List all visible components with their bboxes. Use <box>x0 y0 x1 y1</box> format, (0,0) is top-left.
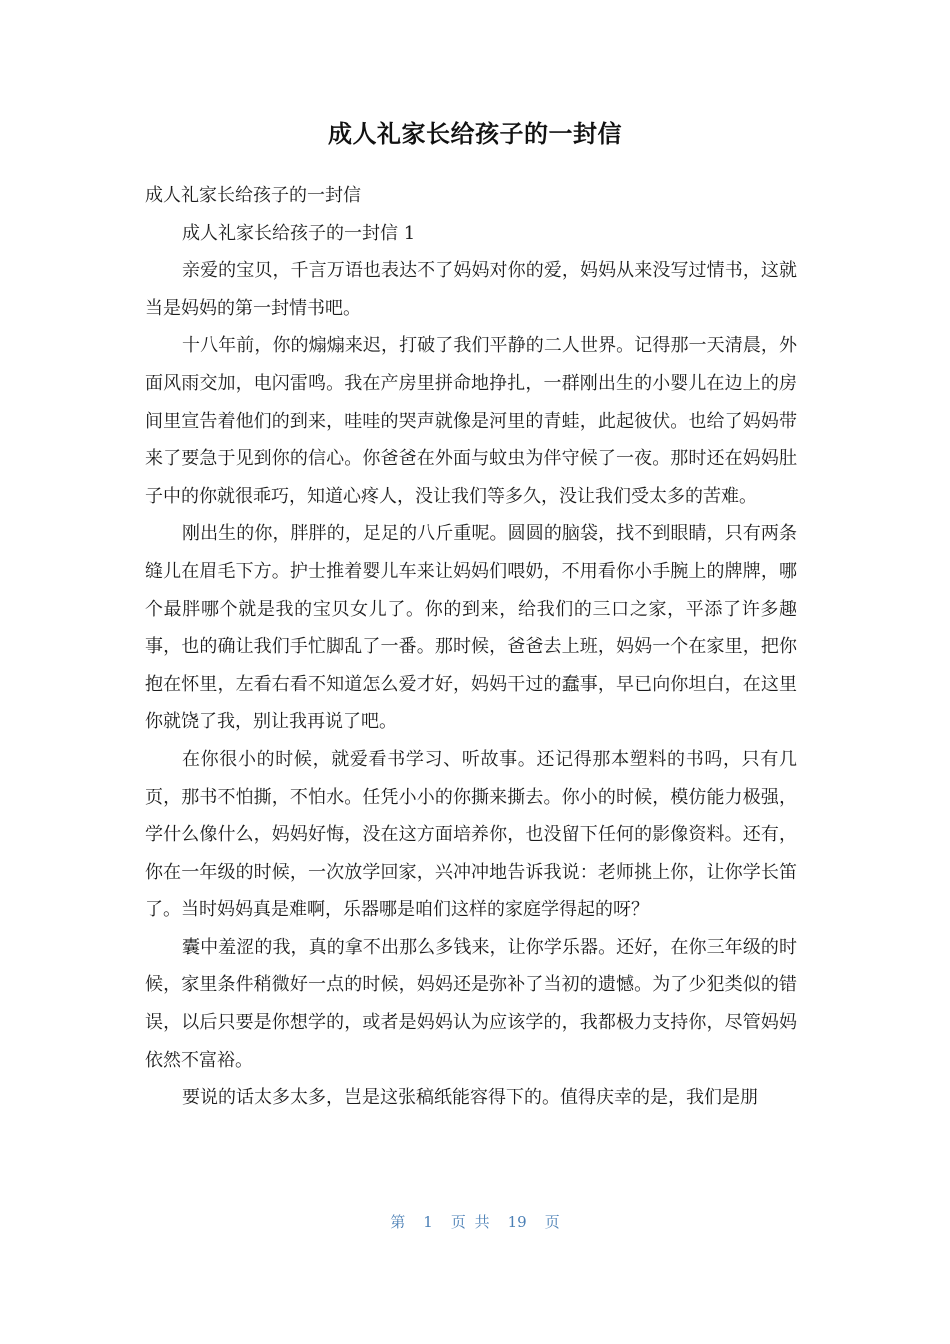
total-pages-number: 19 <box>507 1213 527 1231</box>
page-label-mid: 页 共 <box>450 1213 490 1231</box>
paragraph: 十八年前，你的煽煽来迟，打破了我们平静的二人世界。记得那一天清晨，外面风雨交加，电闪雷鸣。我在产房里拼命地挣扎，一群刚出生的小婴儿在边上的房间里宣告着他们的到来，哇哇的哭声就像是河里的青蛙，此起彼伏。也给了妈妈带来了要急于见到你的信心。你爸爸在外面与蚊虫为伴守候了一夜。那时还在妈妈肚子中的你就很乖巧，知道心疼人，没让我们等多久，没让我们受太多的苦难。 <box>145 335 797 507</box>
paragraph-section-heading: 成人礼家长给孩子的一封信 1 <box>182 222 416 244</box>
paragraph: 要说的话太多太多，岂是这张稿纸能容得下的。值得庆幸的是，我们是朋 <box>182 1087 758 1109</box>
paragraph: 囊中羞涩的我，真的拿不出那么多钱来，让你学乐器。还好，在你三年级的时候，家里条件稍微好一点的时候，妈妈还是弥补了当初的遗憾。为了少犯类似的错误，以后只要是你想学的，或者是妈妈认为应该学的，我都极力支持你，尽管妈妈依然不富裕。 <box>145 936 797 1071</box>
paragraph-subtitle: 成人礼家长给孩子的一封信 <box>145 185 361 206</box>
paragraph: 刚出生的你，胖胖的，足足的八斤重呢。圆圆的脑袋，找不到眼睛，只有两条缝儿在眉毛下方。护士推着婴儿车来让妈妈们喂奶，不用看你小手腕上的牌牌，哪个最胖哪个就是我的宝贝女儿了。你的到来，给我们的三口之家，平添了许多趣事，也的确让我们手忙脚乱了一番。那时候，爸爸去上班，妈妈一个在家里，把你抱在怀里，左看右看不知道怎么爱才好，妈妈干过的蠢事，早已向你坦白，在这里你就饶了我，别让我再说了吧。 <box>145 523 797 733</box>
paragraph: 亲爱的宝贝，千言万语也表达不了妈妈对你的爱，妈妈从来没写过情书，这就当是妈妈的第一封情书吧。 <box>145 260 797 319</box>
page-label-suffix: 页 <box>544 1213 560 1231</box>
document-title: 成人礼家长给孩子的一封信 <box>328 120 622 148</box>
page-label-prefix: 第 <box>390 1213 406 1231</box>
paragraph: 在你很小的时候，就爱看书学习、听故事。还记得那本塑料的书吗，只有几页，那书不怕撕，不怕水。任凭小小的你撕来撕去。你小的时候，模仿能力极强，学什么像什么，妈妈好悔，没在这方面培养你，也没留下任何的影像资料。还有，你在一年级的时候，一次放学回家，兴冲冲地告诉我说：老师挑上你，让你学长笛了。当时妈妈真是难啊，乐器哪是咱们这样的家庭学得起的呀？ <box>145 748 797 921</box>
page-footer <box>0 1210 950 1234</box>
document-body <box>145 177 797 1117</box>
current-page-number: 1 <box>423 1213 433 1231</box>
